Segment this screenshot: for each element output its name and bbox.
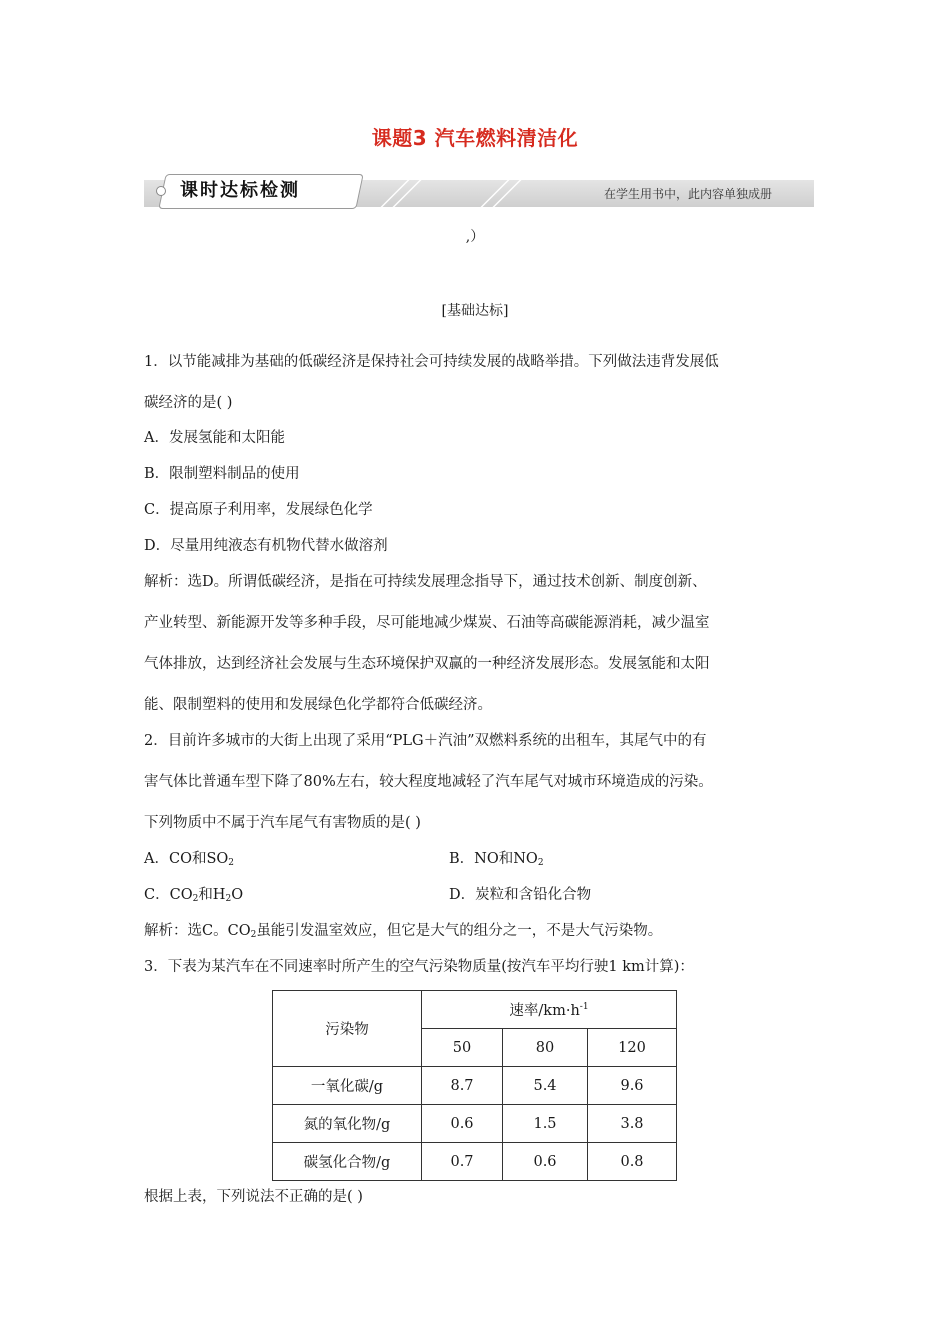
q1-stem-line2: 碳经济的是( ): [144, 395, 233, 411]
q2-option-d: D．炭粒和含铅化合物: [449, 887, 592, 903]
table-cell: 0.6: [422, 1105, 503, 1143]
table-row-label: 氮的氧化物/g: [273, 1105, 422, 1143]
table-cell: 1.5: [503, 1105, 588, 1143]
q2-option-a: A．CO和$SO_2$: [144, 851, 235, 868]
table-cell: 8.7: [422, 1067, 503, 1105]
stray-text: ,）: [465, 229, 485, 245]
q2-stem-line3: 下列物质中不属于汽车尾气有害物质的是( ): [144, 815, 421, 831]
table-speed-cell: 120: [588, 1029, 677, 1067]
q1-option-c: C．提高原子利用率，发展绿色化学: [144, 502, 373, 518]
q2-option-c: C．$CO_2$和$H_2O$: [144, 887, 244, 904]
q1-option-a: A．发展氢能和太阳能: [144, 430, 285, 446]
table-cell: 9.6: [588, 1067, 677, 1105]
q3-stem: 3．下表为某汽车在不同速率时所产生的空气污染物质量(按汽车平均行驶1 km计算)：: [144, 959, 694, 975]
q3-followup: 根据上表，下列说法不正确的是( ): [144, 1189, 363, 1205]
pollutant-table: [272, 990, 677, 1181]
q1-analysis-line4: 能、限制塑料的使用和发展绿色化学都符合低碳经济。: [144, 697, 492, 713]
page-title: 课题3 汽车燃料清洁化: [371, 126, 579, 150]
table-cell: 0.7: [422, 1143, 503, 1181]
table-row-label: 碳氢化合物/g: [273, 1143, 422, 1181]
table-cell: 5.4: [503, 1067, 588, 1105]
table-speed-cell: 50: [422, 1029, 503, 1067]
table-cell: 0.6: [503, 1143, 588, 1181]
table-cell: 3.8: [588, 1105, 677, 1143]
table-row-header: 污染物: [273, 991, 422, 1067]
table-cell: 0.8: [588, 1143, 677, 1181]
table-row: [273, 1067, 677, 1105]
q1-option-b: B．限制塑料制品的使用: [144, 466, 300, 482]
q2-analysis: 解析：选C。$CO_2$虽能引发温室效应，但它是大气的组分之一，不是大气污染物。: [144, 923, 663, 940]
q2-stem-line1: 2．目前许多城市的大街上出现了采用“PLG＋汽油”双燃料系统的出租车，其尾气中的有: [144, 733, 707, 749]
q1-analysis-line2: 产业转型、新能源开发等多种手段，尽可能地减少煤炭、石油等高碳能源消耗，减少温室: [144, 615, 710, 631]
table-row: [273, 1143, 677, 1181]
section-heading: [基础达标]: [441, 303, 509, 319]
table-row-label: 一氧化碳/g: [273, 1067, 422, 1105]
table-speed-header: 速率$/km\cdot h^{-1}$: [422, 991, 677, 1029]
q2-option-b: B．NO和$NO_2$: [449, 851, 544, 868]
banner-note: 在学生用书中，此内容单独成册: [603, 187, 772, 201]
table-row: [273, 1105, 677, 1143]
q2-stem-line2: 害气体比普通车型下降了80%左右，较大程度地减轻了汽车尾气对城市环境造成的污染。: [144, 774, 713, 790]
q1-stem-line1: 1．以节能减排为基础的低碳经济是保持社会可持续发展的战略举措。下列做法违背发展低: [144, 354, 719, 370]
section-banner: [144, 180, 814, 207]
q1-analysis-line1: 解析：选D。所谓低碳经济，是指在可持续发展理念指导下，通过技术创新、制度创新、: [144, 574, 707, 590]
banner-dot-icon: [156, 186, 166, 196]
q1-analysis-line3: 气体排放，达到经济社会发展与生态环境保护双赢的一种经济发展形态。发展氢能和太阳: [144, 656, 710, 672]
banner-label: 课时达标检测: [180, 180, 300, 201]
table-speed-cell: 80: [503, 1029, 588, 1067]
q1-option-d: D．尽量用纯液态有机物代替水做溶剂: [144, 538, 388, 554]
